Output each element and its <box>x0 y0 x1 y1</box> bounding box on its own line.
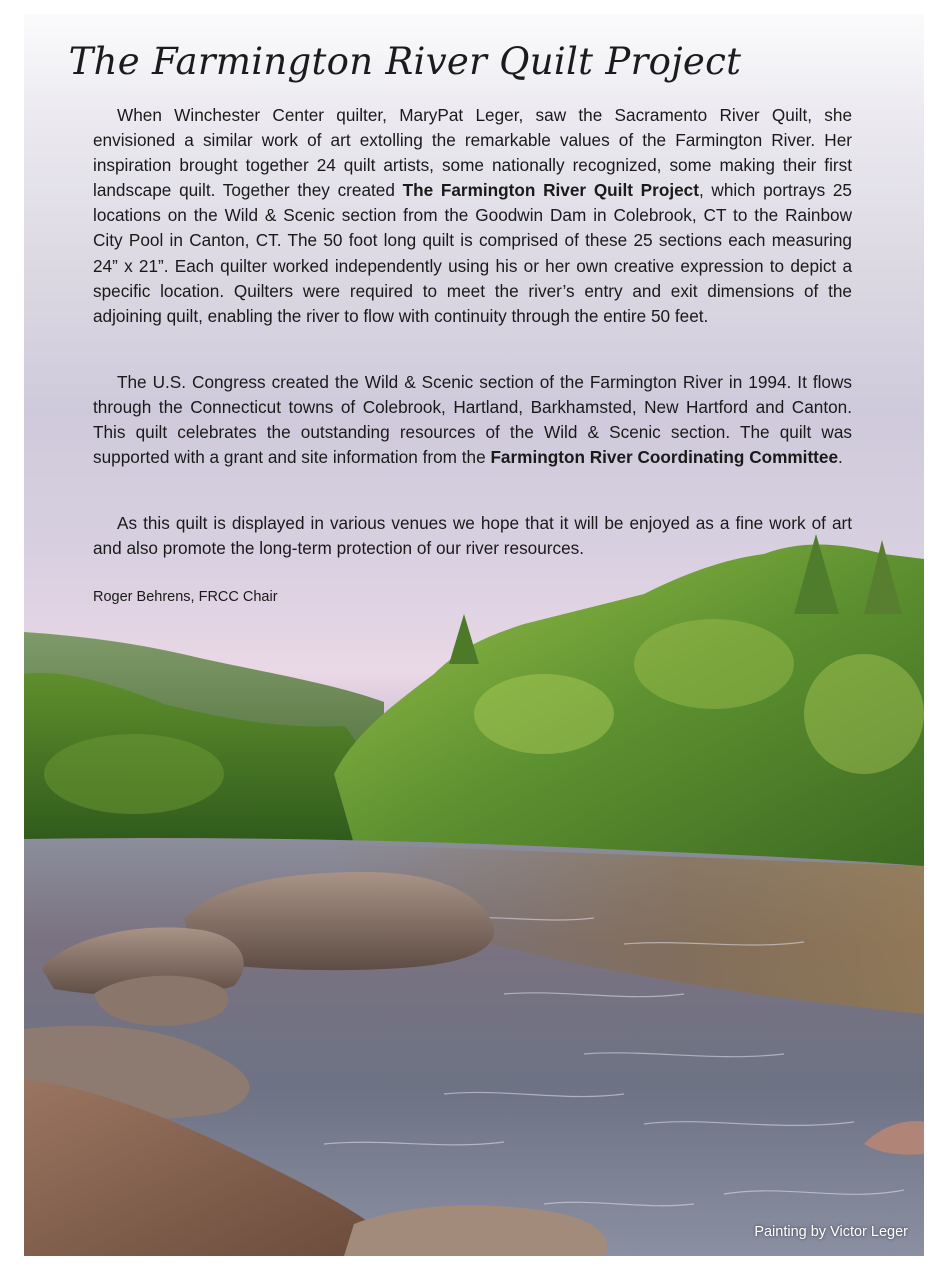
poster <box>24 14 924 1256</box>
paragraph-1-intro: When Winchester Center quilter, MaryPat Leger, saw the Sacramento River Quilt, she envisioned a similar work of art extolling the remarkable values of the Farmington River. Her inspiration brought together 24 quilt artists, some nationally recognized, some making their first landscape quilt. Together they created <box>93 105 852 201</box>
paragraph-1 <box>93 103 852 329</box>
paragraph-2-rest: . <box>838 447 843 468</box>
paragraph-3: As this quilt is displayed in various venues we hope that it will be enjoyed as a fine work of art and also promote the long-term protection of our river resources. <box>93 513 852 559</box>
paragraph-2-intro: The U.S. Congress created the Wild & Scenic section of the Farmington River in 1994. It flows through the Connecticut towns of Colebrook, Hartland, Barkhamsted, New Hartford and Canton. This quilt celebrates the outstanding resources of the Wild & Scenic section. The quilt was supported with a grant and site information from the <box>93 372 852 468</box>
signature: Roger Behrens, FRCC Chair <box>93 589 278 605</box>
painting-credit: Painting by Victor Leger <box>754 1224 908 1240</box>
paragraph-1-rest: , which portrays 25 locations on the Wild & Scenic section from the Goodwin Dam in Colebrook, CT to the Rainbow City Pool in Canton, CT. The 50 foot long quilt is comprised of these 25 sections each measuring 24” x 21”. Each quilter worked independently using his or her own creative expression to depict a specific location. Quilters were required to meet the river’s entry and exit dimensions of the adjoining quilt, enabling the river to flow with continuity through the entire 50 feet. <box>93 180 852 326</box>
project-name-bold: The Farmington River Quilt Project <box>402 180 699 201</box>
committee-name-bold: Farmington River Coordinating Committee <box>490 447 839 468</box>
paragraph-2 <box>93 370 852 470</box>
page-title: The Farmington River Quilt Project <box>68 40 742 83</box>
